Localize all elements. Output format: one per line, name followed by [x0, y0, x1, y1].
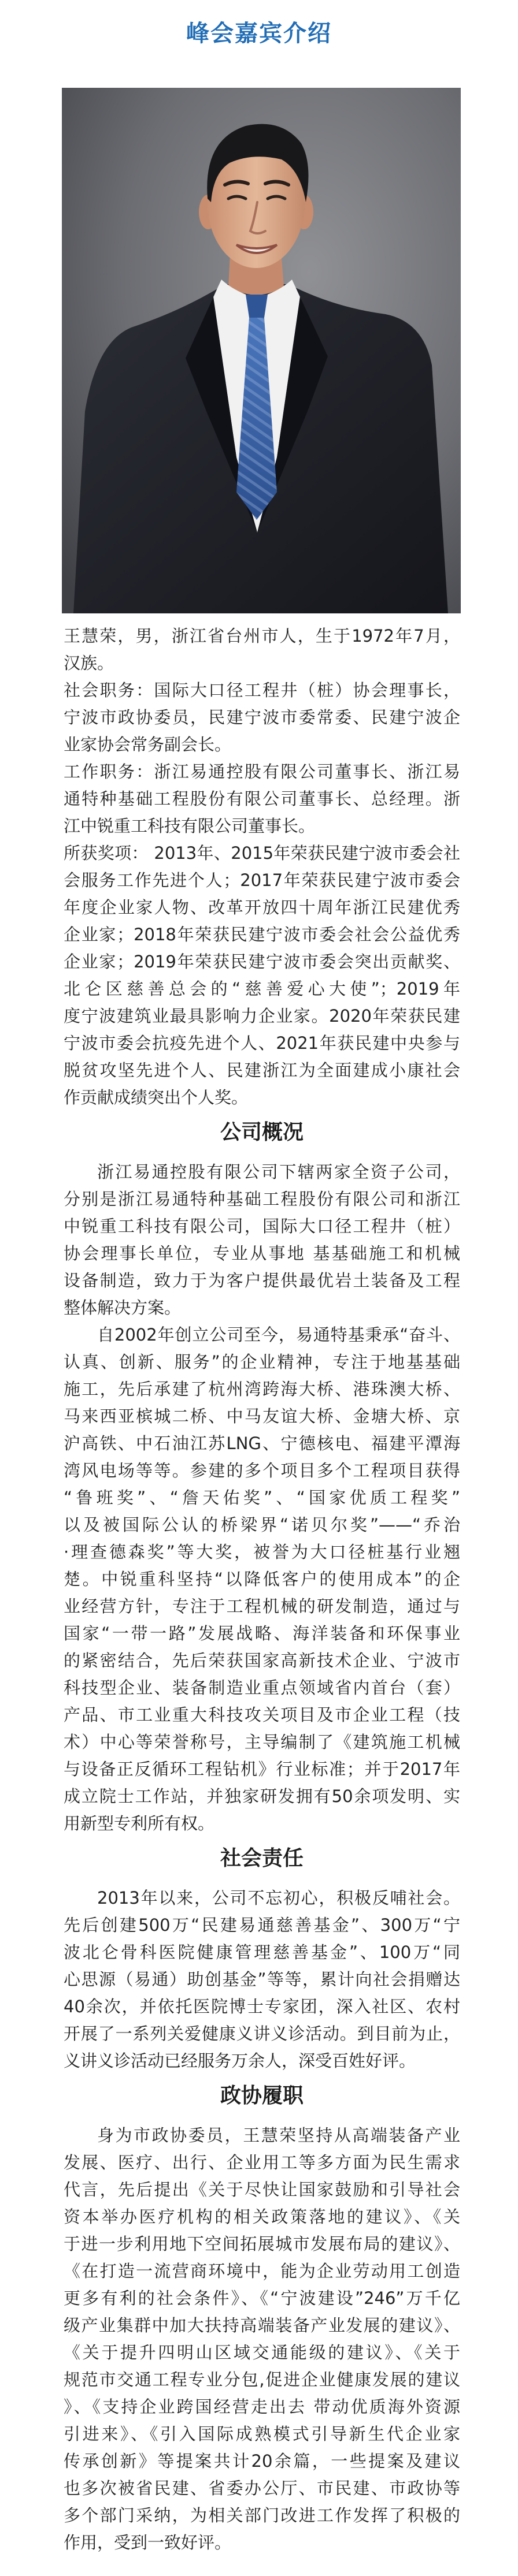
cppcc-line: 规范市交通工程专业分包,促进企业健康发展的建议	[64, 2370, 460, 2389]
company-line: 认真、创新、服务”的企业精神，专注于地基基础	[64, 1352, 460, 1372]
page-title: 峰会嘉宾介绍	[186, 20, 332, 47]
social-line: 2013年以来，公司不忘初心，积极反哺社会。	[97, 1888, 460, 1908]
cppcc-line: 作用，受到一致好评。	[64, 2533, 232, 2552]
social-line: 开展了一系列关爱健康义讲义诊活动。到目前为止，	[64, 2024, 460, 2043]
bio-line: 王慧荣，男，浙江省台州市人，生于1972年7月，	[64, 626, 460, 646]
company-paragraph	[64, 1159, 460, 1321]
bio-line: 会服务工作先进个人；2017年荣获民建宁波市委会	[64, 870, 460, 890]
social-line: 波北仑骨科医院健康管理慈善基金”、100万“同	[64, 1942, 460, 1962]
company-line: ·理查德森奖”等大奖，被誉为大口径桩基行业翘	[64, 1542, 460, 1562]
company-line: 浙江易通控股有限公司下辖两家全资子公司，	[97, 1162, 460, 1182]
bio-line: 企业家；2018年荣获民建宁波市委会社会公益优秀	[64, 925, 460, 944]
bio-paragraph-basic	[64, 623, 460, 677]
cppcc-line: 发展、医疗、出行、企业用工等多方面为民生需求	[64, 2153, 460, 2172]
company-line: 国家“一带一路”发展战略、海洋装备和环保事业	[64, 1624, 460, 1643]
cppcc-line: 《关于提升四明山区域交通能级的建议》、《关于	[64, 2343, 460, 2362]
bio-line: 宁波市委会抗疫先进个人、2021年获民建中央参与	[64, 1033, 460, 1053]
bio-line: 作贡献成绩突出个人奖。	[64, 1088, 249, 1107]
social-line: 心思源（易通）助创基金”等等，累计向社会捐赠达	[64, 1970, 460, 1989]
company-section	[64, 1111, 460, 1837]
cppcc-line: 》、《支持企业跨国经营走出去 带动优质海外资源	[64, 2397, 460, 2417]
bio-paragraph-job-titles	[64, 758, 460, 840]
bio-paragraph-awards	[64, 840, 460, 1111]
cppcc-line: 传承创新》等提案共计20余篇，一些提案及建议	[64, 2451, 460, 2471]
social-paragraph	[64, 1885, 460, 2075]
company-line: 施工，先后承建了杭州湾跨海大桥、港珠澳大桥、	[64, 1379, 460, 1399]
cppcc-section	[64, 2075, 460, 2556]
cppcc-line: 更多有利的社会条件》、《“宁波建设”246”万千亿	[64, 2288, 460, 2308]
cppcc-line: 引进来》、《引入国际成熟模式引导新生代企业家	[64, 2424, 460, 2444]
cppcc-line: 于进一步利用地下空间拓展城市发展布局的建议》、	[64, 2234, 460, 2254]
section-heading-company: 公司概况	[220, 1121, 304, 1144]
social-line: 义讲义诊活动已经服务万余人，深受百姓好评。	[64, 2051, 416, 2071]
company-line: 设备制造，致力于为客户提供最优岩土装备及工程	[64, 1271, 460, 1290]
bio-line: 宁波市政协委员，民建宁波市委常委、民建宁波企	[64, 708, 460, 727]
cppcc-line: 也多次被省民建、省委办公厅、市民建、市政协等	[64, 2478, 460, 2498]
content-column	[64, 623, 460, 2556]
bio-line: 通特种基础工程股份有限公司董事长、总经理。浙	[64, 789, 460, 809]
company-line: 成立院士工作站，并独家研发拥有50余项发明、实	[64, 1786, 460, 1806]
company-line: 用新型专利所有权。	[64, 1814, 215, 1833]
company-line: 协会理事长单位，专业从事地 基基础施工和机械	[64, 1244, 460, 1263]
guest-portrait-photo	[62, 88, 461, 613]
bio-section	[64, 623, 460, 1111]
bio-line: 北仑区慈善总会的“慈善爱心大使”；2019年	[64, 979, 460, 999]
section-heading-social: 社会责任	[220, 1847, 304, 1870]
social-line: 40余次，并依托医院博士专家团，深入社区、农村	[64, 1997, 460, 2016]
bio-line: 工作职务：浙江易通控股有限公司董事长、浙江易	[64, 762, 460, 781]
bio-line: 企业家；2019年荣获民建宁波市委会突出贡献奖、	[64, 952, 460, 971]
company-line: 业经营方针，专注于工程机械的研发制造，通过与	[64, 1596, 460, 1616]
company-line: “鲁班奖”、“詹天佑奖”、“国家优质工程奖”	[64, 1488, 460, 1507]
company-line: 马来西亚槟城二桥、中马友谊大桥、金塘大桥、京	[64, 1406, 460, 1426]
company-line: 术）中心等荣誉称号，主导编制了《建筑施工机械	[64, 1732, 460, 1752]
company-line: 的紧密结合，先后荣获国家高新技术企业、宁波市	[64, 1651, 460, 1670]
cppcc-line: 级产业集群中加大扶持高端装备产业发展的建议》、	[64, 2316, 460, 2335]
company-line: 自2002年创立公司至今，易通特基秉承“奋斗、	[97, 1325, 460, 1345]
portrait-image	[62, 88, 461, 613]
bio-line: 度宁波建筑业最具影响力企业家。2020年荣获民建	[64, 1006, 460, 1026]
social-line: 先后创建500万“民建易通慈善基金”、300万“宁	[64, 1915, 460, 1935]
bio-line: 年度企业家人物、改革开放四十周年浙江民建优秀	[64, 898, 460, 917]
company-line: 分别是浙江易通特种基础工程股份有限公司和浙江	[64, 1189, 460, 1209]
tie-knot	[246, 295, 268, 318]
social-section	[64, 1837, 460, 2075]
company-line: 中锐重工科技有限公司，国际大口径工程井（桩）	[64, 1216, 460, 1236]
cppcc-line: 身为市政协委员，王慧荣坚持从高端装备产业	[97, 2125, 460, 2145]
bio-line: 所获奖项： 2013年、2015年荣获民建宁波市委会社	[64, 843, 460, 863]
bio-line: 江中锐重工科技有限公司董事长。	[64, 816, 316, 836]
cppcc-paragraph	[64, 2122, 460, 2556]
company-line: 科技型企业、装备制造业重点领域省内首台（套）	[64, 1678, 460, 1698]
cppcc-line: 《在打造一流营商环境中，能为企业劳动用工创造	[64, 2261, 460, 2281]
company-line: 与设备正反循环工程钻机》行业标准；并于2017年	[64, 1759, 460, 1779]
section-heading-cppcc: 政协履职	[220, 2084, 304, 2108]
bio-paragraph-social-roles	[64, 677, 460, 758]
bio-line: 社会职务：国际大口径工程井（桩）协会理事长，	[64, 680, 460, 700]
bio-line: 脱贫攻坚先进个人、民建浙江为全面建成小康社会	[64, 1060, 460, 1080]
cppcc-line: 多个部门采纳，为相关部门改进工作发挥了积极的	[64, 2506, 460, 2525]
company-line: 整体解决方案。	[64, 1298, 182, 1317]
bio-line: 汉族。	[64, 653, 114, 673]
company-line: 以及被国际公认的桥梁界“诺贝尔奖”——“乔治	[64, 1515, 460, 1535]
cppcc-line: 资本举办医疗机构的相关政策落地的建议》、《关	[64, 2207, 460, 2227]
company-line: 沪高铁、中石油江苏LNG、宁德核电、福建平潭海	[64, 1434, 460, 1453]
company-line: 产品、市工业重大科技攻关项目及市企业工程（技	[64, 1705, 460, 1725]
company-line: 湾风电场等等。参建的多个项目多个工程项目获得	[64, 1461, 460, 1480]
company-line: 楚。中锐重科坚持“以降低客户的使用成本”的企	[64, 1569, 460, 1589]
bio-line: 业家协会常务副会长。	[64, 735, 232, 754]
company-paragraph	[64, 1321, 460, 1837]
cppcc-line: 代言，先后提出《关于尽快让国家鼓励和引导社会	[64, 2180, 460, 2199]
